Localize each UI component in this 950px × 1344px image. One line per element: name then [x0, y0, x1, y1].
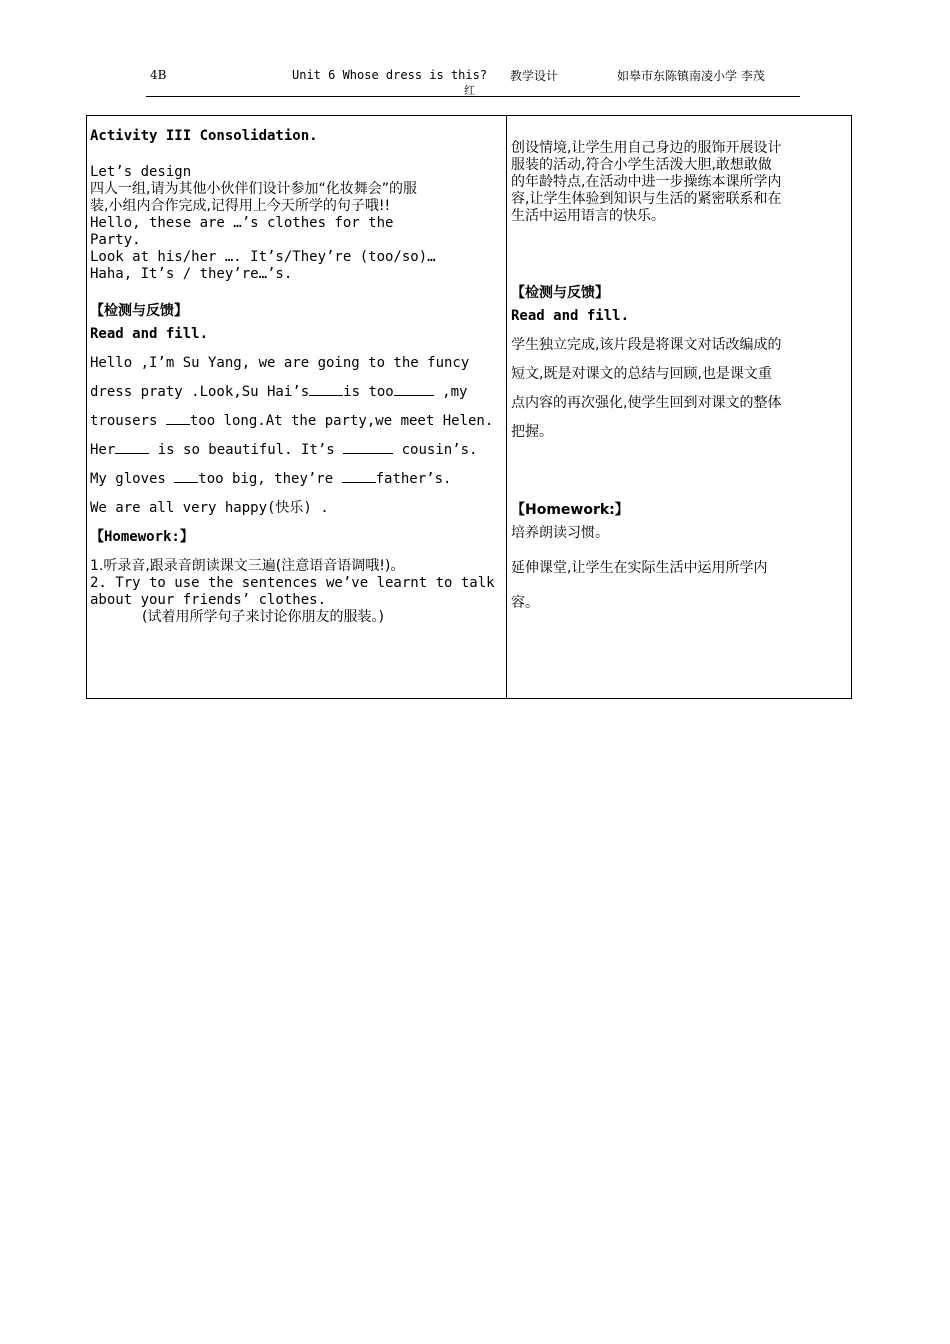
homework-note-1: 培养朗读习惯。 [511, 525, 609, 541]
design-instruction-1: 四人一组,请为其他小伙伴们设计参加“化妆舞会”的服 [90, 181, 417, 197]
design-instruction-2: 装,小组内合作完成,记得用上今天所学的句子哦!! [90, 198, 391, 214]
intent-line-4: 容,让学生体验到知识与生活的紧密联系和在 [511, 191, 782, 207]
homework-title: 【Homework:】 [90, 529, 194, 545]
fill-line-4: Her is so beautiful. It’s cousin’s. [90, 442, 478, 458]
homework-2c: (试着用所学句子来讨论你朋友的服装。) [142, 609, 384, 625]
fill-blank[interactable] [309, 383, 343, 396]
desc-line-3: 点内容的再次强化,使学生回到对课文的整体 [511, 395, 782, 411]
unit-title: Unit 6 Whose dress is this? [292, 68, 488, 82]
fill-blank[interactable] [342, 470, 376, 483]
author-cont: 红 [464, 84, 475, 97]
grade-label: 4B [150, 68, 167, 82]
page-header [146, 66, 800, 97]
design-intent-column [511, 140, 849, 618]
test-feedback-title: 【检测与反馈】 [511, 285, 609, 301]
fill-line-5: My gloves too big, they’re father’s. [90, 471, 452, 487]
desc-line-1: 学生独立完成,该片段是将课文对话改编成的 [511, 337, 782, 353]
intent-line-3: 的年龄特点,在活动中进一步操练本课所学内 [511, 174, 782, 190]
desc-line-4: 把握。 [511, 424, 553, 440]
sentence-pattern-1: Hello, these are …’s clothes for the [90, 215, 394, 231]
school-author: 如皋市东陈镇南凌小学 李茂 [617, 69, 765, 83]
lets-design: Let’s design [90, 164, 192, 180]
test-feedback-title: 【检测与反馈】 [90, 303, 188, 319]
fill-blank[interactable] [343, 441, 393, 454]
fill-line-2: dress praty .Look,Su Hai’s is too ,my [90, 384, 468, 400]
sentence-pattern-4: Haha, It’s / they’re…’s. [90, 266, 293, 282]
read-fill-title: Read and fill. [511, 308, 630, 324]
fill-blank[interactable] [115, 441, 149, 454]
fill-line-3: trousers too long.At the party,we meet Helen. [90, 413, 494, 429]
activity-column [90, 128, 504, 626]
read-fill-title: Read and fill. [90, 326, 209, 342]
homework-2b: about your friends’ clothes. [90, 592, 327, 608]
intent-line-2: 服装的活动,符合小学生活泼大胆,敢想敢做 [511, 157, 772, 173]
activity-title: Activity III Consolidation. [90, 128, 318, 144]
fill-line-1: Hello ,I’m Su Yang, we are going to the funcy [90, 355, 470, 371]
desc-line-2: 短文,既是对课文的总结与回顾,也是课文重 [511, 366, 772, 382]
intent-line-5: 生活中运用语言的快乐。 [511, 208, 665, 224]
homework-title: 【Homework:】 [511, 502, 629, 518]
intent-line-1: 创设情境,让学生用自己身边的服饰开展设计 [511, 140, 782, 156]
homework-note-2a: 延伸课堂,让学生在实际生活中运用所学内 [511, 560, 768, 576]
sentence-pattern-2: Party. [90, 232, 141, 248]
homework-2a: 2. Try to use the sentences we’ve learnt to talk [90, 575, 495, 591]
fill-line-6: We are all very happy(快乐) . [90, 500, 329, 516]
sentence-pattern-3: Look at his/her …. It’s/They’re (too/so)… [90, 249, 436, 265]
fill-blank[interactable] [174, 470, 198, 483]
column-divider [506, 115, 507, 699]
homework-1: 1.听录音,跟录音朗读课文三遍(注意语音语调哦!)。 [90, 558, 405, 574]
doc-type: 教学设计 [510, 69, 559, 83]
homework-note-2b: 容。 [511, 595, 539, 611]
fill-blank[interactable] [166, 412, 190, 425]
fill-blank[interactable] [394, 383, 434, 396]
